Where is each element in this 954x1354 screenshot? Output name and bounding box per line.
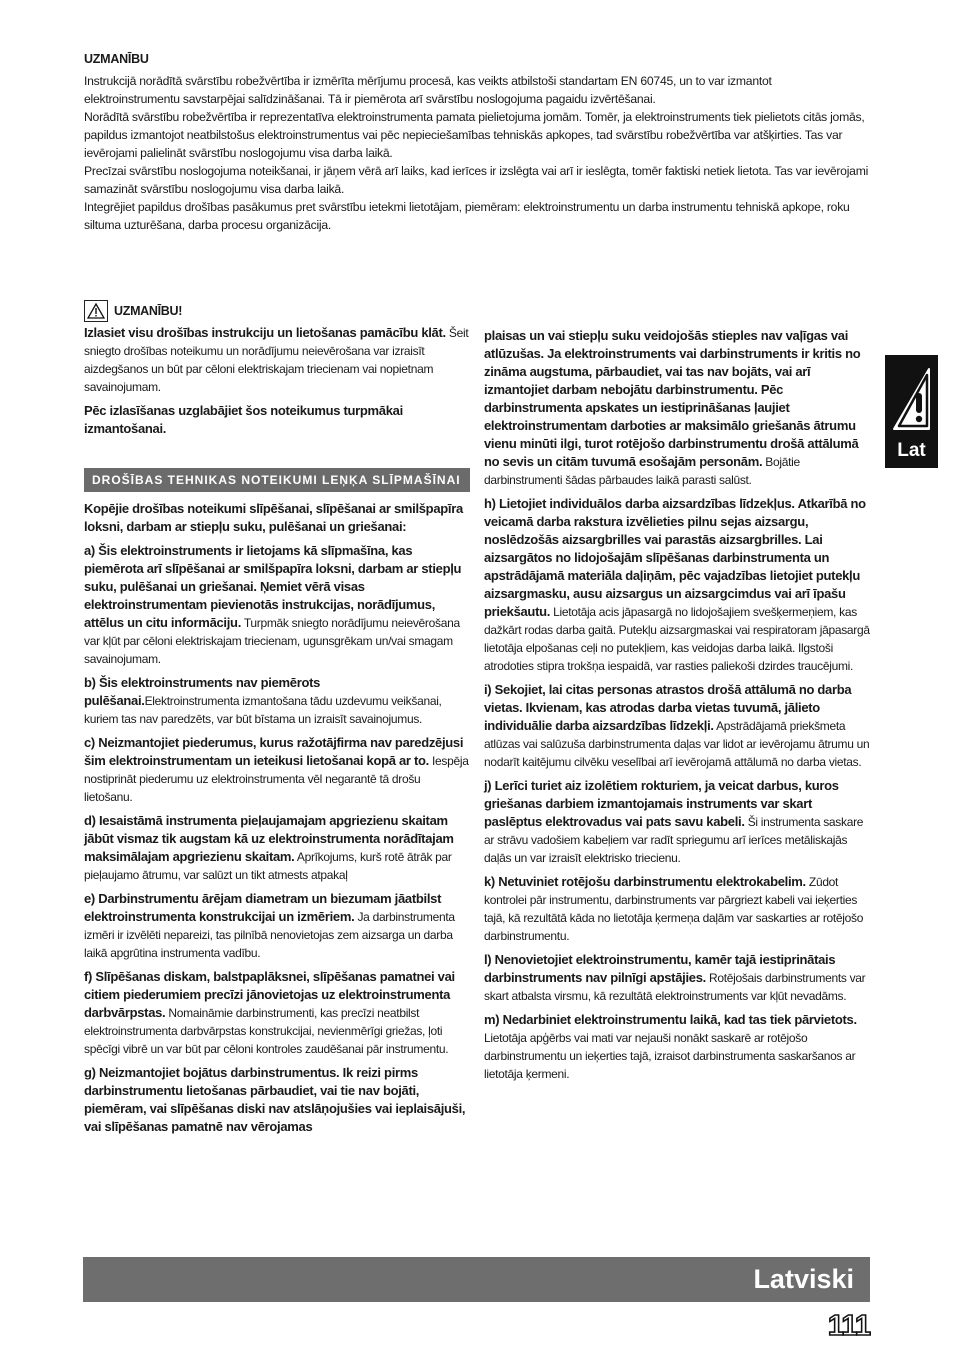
warning-triangle-icon xyxy=(84,300,108,322)
notice-paragraph: Norādītā svārstību robežvērtība ir reprezentatīva elektroinstrumenta pamata pielietojuma jomām. Tomēr, ja elektroinstruments tiek pielietots citās jomās, papildus izmantojot neatbilstošus elektroinstrumentus vai pēc nepieciešamības tehniskās apkopes, tad svārstību robežvērtība var atšķirties. Tas var ievērojami palielināt svārstību noslogojumu visa darba laikā. xyxy=(84,110,865,160)
rule-item: k) Netuviniet rotējošu darbinstrumentu elektrokabelim. Zūdot kontrolei pār instrumentu, darbinstruments var pārgriezt kabeli vai ieķerties tajā, kā rezultātā kāda no lietotāja ķermeņa daļām var saskarties ar rotējošo darbinstrumentu. xyxy=(484,874,864,943)
language-side-tab xyxy=(885,355,938,468)
rule-item: d) Iesaistāmā instrumenta pieļaujamajam apgriezienu skaitam jābūt vismaz tik augstam kā uz elektroinstrumenta norādītajam maksimālajam apgriezienu skaitam. Aprīkojums, kurš rotē ātrāk par pieļaujamo ātrumu, var salūzt un tikt atmests atpakaļ xyxy=(84,813,454,882)
notice-paragraph: Integrējiet papildus drošības pasākumus pret svārstību ietekmi lietotājam, piemēram: elektroinstrumentu un darba instrumentu tehniskā apkope, roku siltuma uzturēšana, darba procesu organizācija. xyxy=(84,200,850,232)
warning-heading xyxy=(84,300,470,322)
left-column xyxy=(84,300,470,1142)
rule-item: e) Darbinstrumentu ārējam diametram un biezumam jāatbilst elektroinstrumenta konstrukcijai un izmēriem. Ja darbinstrumenta izmēri ir izvēlēti nepareizi, tas pilnībā nenovietojas zem aizsarga un darba laikā apgrūtina instrumenta vadību. xyxy=(84,891,455,960)
rule-item: i) Sekojiet, lai citas personas atrastos drošā attālumā no darba vietas. Ikvienam, kas atrodas darba vietas tuvumā, jālieto individuālie darba aizsardzības līdzekļi. Apstrādājamā priekšmeta atlūzas vai salūzuša darbinstrumenta daļas var lidot ar ievērojamu ātrumu un nodarīt kaitējumu cilvēku veselībai arī ievērojamā attālumā no darba vietas. xyxy=(484,682,870,769)
footer-language-title: Latviski xyxy=(753,1264,854,1294)
footer-language-bar xyxy=(83,1257,870,1302)
rule-item: a) Šis elektroinstruments ir lietojams kā slīpmašīna, kas piemērota arī slīpēšanai ar smilšpapīra loksni, darbam ar stiepļu suku, pulēšanai un griešanai. Ņemiet vērā visas elektroinstrumentam pievienotās instrukcijas, norādījumus, attēlus un citu informāciju. Turpmāk sniegto norādījumu neievērošana var kļūt par cēloni elektriskajam triecienam, ugunsgrēkam un/vai smagam savainojumam. xyxy=(84,543,462,666)
notice-paragraph: Instrukcijā norādītā svārstību robežvērtība ir izmērīta mērījumu procesā, kas veikts atbilstoši standartam EN 60745, un to var izmantot elektroinstrumentu savstarpējai salīdzināšanai. Tā ir piemērota arī svārstību noslogojuma pagaidu izvērtēšanai. xyxy=(84,74,772,106)
page-number: 111 xyxy=(827,1310,870,1342)
notice-heading: UZMANĪBU xyxy=(84,52,149,66)
rule-item: j) Lerīci turiet aiz izolētiem rokturiem, ja veicat darbus, kuros griešanas darbiem izmantojamais instruments var skart paslēptus elektrovadus vai pats savu kabeli. Ši instrumenta saskare ar strāvu vadošiem kabeļiem var radīt spriegumu arī ierīces metāliskajās daļās un var izraisīt elektrisko triecienu. xyxy=(484,778,864,865)
warning-exclamation-icon xyxy=(891,367,932,431)
vibration-notice xyxy=(84,50,870,234)
rule-item: c) Neizmantojiet piederumus, kurus ražotājfirma nav paredzējusi šim elektroinstrumentam un ieteikusi lietošanai kopā ar to. Iespēja nostiprināt piederumu uz elektroinstrumenta vēl negarantē tā drošu lietošanu. xyxy=(84,735,469,804)
notice-paragraph: Precīzai svārstību noslogojuma noteikšanai, ir jāņem vērā arī laiks, kad ierīces ir izslēgta vai arī ir ieslēgta, tomēr faktiski netiek lietota. Tas var ievērojami samazināt svārstību noslogojumu visa darba laikā. xyxy=(84,164,869,196)
section-title-bar: DROŠĪBAS TEHNIKAS NOTEIKUMI LEŅĶA SLĪPMAŠĪNAI xyxy=(84,468,470,492)
right-column xyxy=(484,327,870,1089)
warning-paragraph: Izlasiet visu drošības instrukciju un lietošanas pamācību klāt. Šeit sniegto drošības noteikumu un norādījumu neievērošana var izraisīt aizdegšanos un būt par cēloni elektriskajam triecienam vai nopietnam savainojumam. xyxy=(84,325,469,394)
rule-item: f) Slīpēšanas diskam, balstpaplāksnei, slīpēšanas pamatnei vai citiem piederumiem precīzi jānovietojas uz elektroinstrumenta darbvārpstas. Nomaināmie darbinstrumenti, kas precīzi neatbilst elektroinstrumenta darbvārpstas konstrukcijai, nevienmērīgi griežas, ļoti spēcīgi vibrē un var būt par cēloni kontroles zaudēšanai pār instrumentu. xyxy=(84,969,455,1056)
rule-item: g) Neizmantojiet bojātus darbinstrumentus. Ik reizi pirms darbinstrumentu lietošanas pārbaudiet, vai tie nav bojāti, piemēram, vai slīpēšanas diski nav atslāņojušies vai ieplaisājuši, vai slīpēšanas pamatnē nav vērojamas xyxy=(84,1065,466,1134)
intro-text: Kopējie drošības noteikumi slīpēšanai, slīpēšanai ar smilšpapīra loksni, darbam ar stiepļu suku, pulēšanai un griešanai: xyxy=(84,501,463,534)
rule-item: b) Šis elektroinstruments nav piemērots pulēšanai.Elektroinstrumenta izmantošana tādu uzdevumu veikšanai, kuriem tas nav paredzēts, var būt bīstama un izraisīt savainojumus. xyxy=(84,675,442,726)
rule-item: h) Lietojiet individuālos darba aizsardzības līdzekļus. Atkarībā no veicamā darba rakstura izvēlieties pilnu sejas aizsargu, noslēdzošās aizsargbrilles vai parastās aizsargbrilles. Lai aizsargātos no lidojošajām slīpēšanas darbinstrumenta un apstrādājamā materiāla daļiņām, pēc vajadzības lietojiet putekļu aizsargmasku, ausu aizsargus un aizsargcimdus vai arī īpašu priekšautu. Lietotāja acis jāpasargā no lidojošajiem svešķermeņiem, kas dažkārt rodas darba gaitā. Putekļu aizsargmaskai vai respiratoram jāpasargā lietotāja elpošanas ceļi no putekļiem, kas veidojas darba laikā. Ilgstoši atrodoties stipra trokšņa iespaidā, var rasties paliekoši dzirdes traucējumi. xyxy=(484,496,870,673)
warning-keep-note: Pēc izlasīšanas uzglabājiet šos noteikumus turpmākai izmantošanai. xyxy=(84,403,403,436)
warning-heading-text: UZMANĪBU! xyxy=(114,304,183,318)
rule-item: plaisas un vai stiepļu suku veidojošās stieples nav vaļīgas vai atlūzušas. Ja elektroinstruments vai darbinstruments ir kritis no zināma augstuma, pārbaudiet, vai tas nav bojāts, vai arī izmantojiet darbam nebojātu darbinstrumentu. Pēc darbinstrumenta apskates un iestiprināšanas ļaujiet elektroinstrumentam darboties ar maksimālo griešanās ātrumu vienu minūti ilgi, turot rotējošo darbinstrumentu drošā attālumā no sevis un citām tuvumā esošajām personām. Bojātie darbinstrumenti šādas pārbaudes laikā parasti salūst. xyxy=(484,328,861,487)
language-tab-label: Lat xyxy=(897,440,926,461)
rule-item: m) Nedarbiniet elektroinstrumentu laikā, kad tas tiek pārvietots. Lietotāja apģērbs vai mati var nejauši nonākt saskarē ar rotējošo darbinstrumentu un ieķerties tajā, izraisot darbinstrumenta saskaršanos ar lietotāja ķermeni. xyxy=(484,1012,857,1081)
rule-item: l) Nenovietojiet elektroinstrumentu, kamēr tajā iestiprinātais darbinstruments nav pilnīgi apstājies. Rotējošais darbinstruments var skart atbalsta virsmu, kā rezultātā elektroinstruments var kļūt nevadāms. xyxy=(484,952,866,1003)
